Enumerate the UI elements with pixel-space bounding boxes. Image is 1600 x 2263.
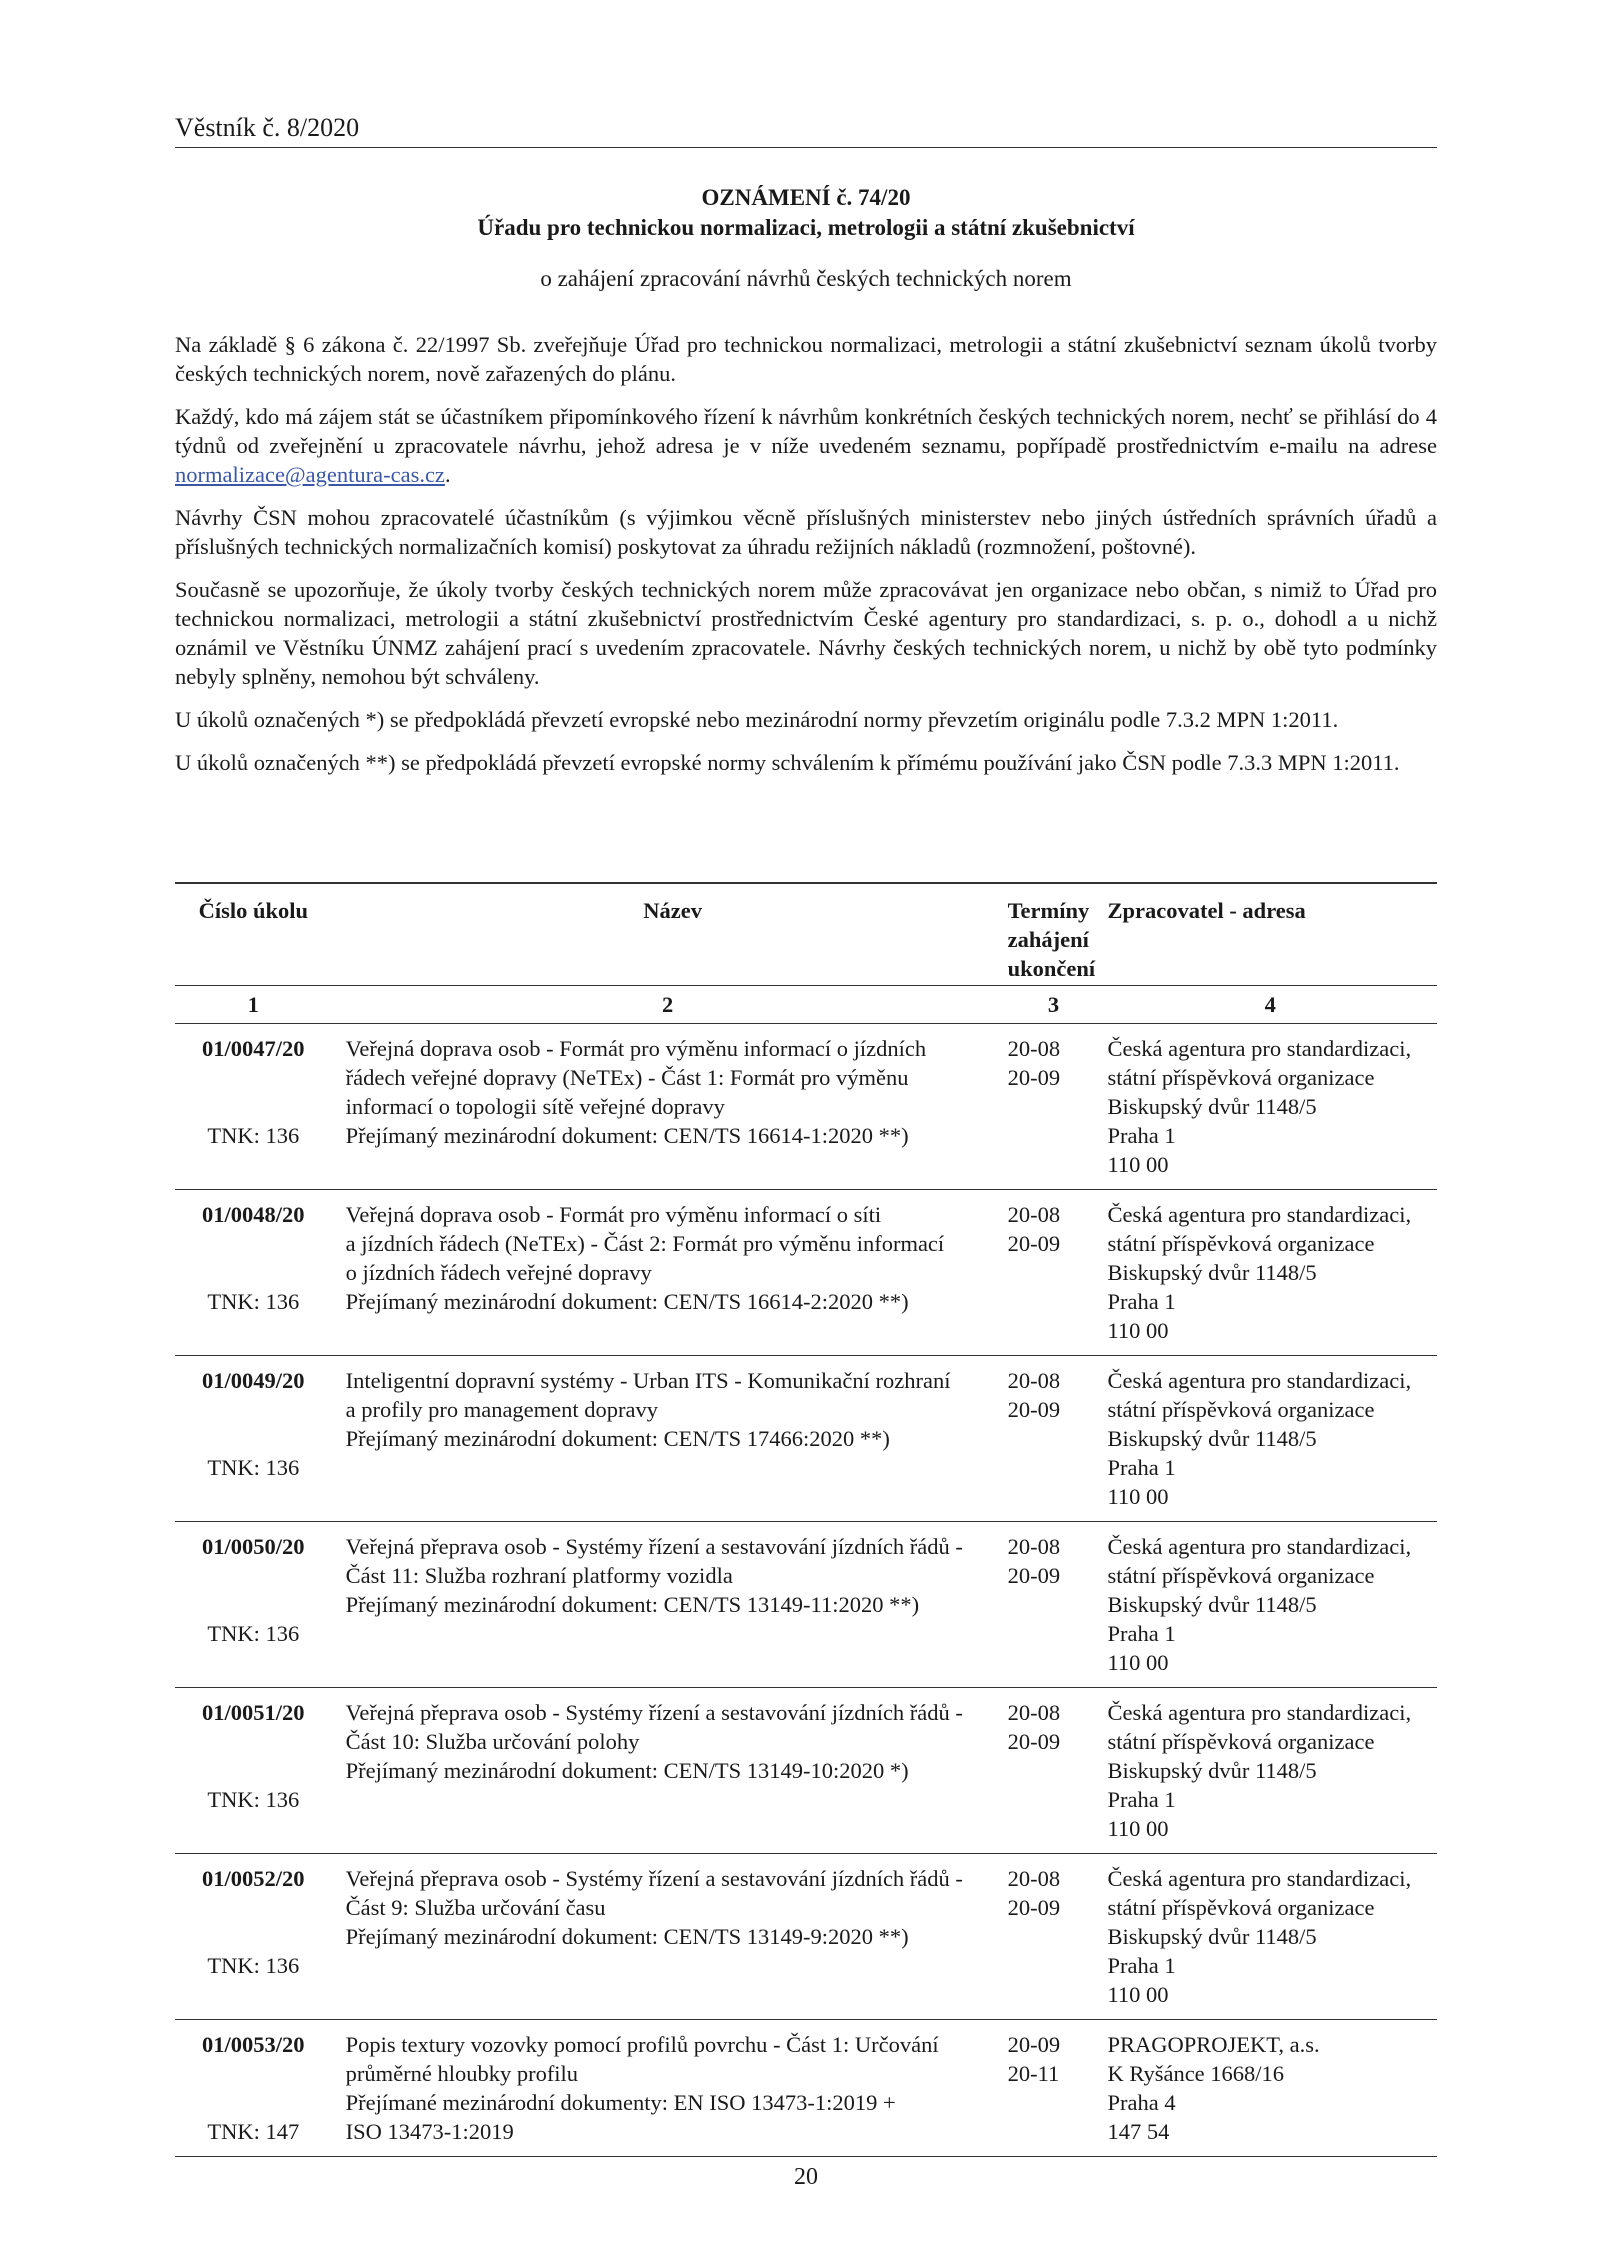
task-id: 01/0049/20 [202,1368,305,1393]
table-row [175,1356,1437,1522]
term-end: 20-09 [1007,1563,1061,1588]
task-terms-cell [1004,1854,1104,2020]
task-id: 01/0052/20 [202,1866,305,1891]
tasks-table [175,882,1437,2157]
task-name-line: Přejímaný mezinárodní dokument: CEN/TS 13149-9:2020 **) [345,1924,909,1949]
task-terms-cell [1004,1356,1104,1522]
tnk-code: TNK: 136 [207,1953,300,1978]
address-line: Česká agentura pro standardizaci, [1107,1534,1412,1559]
table-row [175,1024,1437,1190]
task-name-line: Přejímaný mezinárodní dokument: CEN/TS 13149-11:2020 **) [345,1592,920,1617]
announcement-title: OZNÁMENÍ č. 74/20 [701,185,911,210]
address-line: státní příspěvková organizace [1107,1729,1375,1754]
table-row [175,1522,1437,1688]
table-body [175,1024,1437,2157]
task-number-cell [175,1688,332,1854]
address-line: státní příspěvková organizace [1107,1563,1375,1588]
address-line: Praha 1 [1107,1953,1176,1978]
address-line: Biskupský dvůr 1148/5 [1107,1094,1317,1119]
header-terms [1004,883,1104,986]
task-name-line: a jízdních řádech (NeTEx) - Část 2: Formát pro výměnu informací [345,1231,945,1256]
address-line: Česká agentura pro standardizaci, [1107,1700,1412,1725]
task-name-line: Inteligentní dopravní systémy - Urban ITS - Komunikační rozhraní [345,1368,951,1393]
announcement-issuer: Úřadu pro technickou normalizaci, metrologii a státní zkušebnictví [477,215,1135,240]
term-start: 20-08 [1007,1534,1061,1559]
task-name-line: Popis textury vozovky pomocí profilů povrchu - Část 1: Určování [345,2032,939,2057]
address-line: Praha 1 [1107,1289,1176,1314]
paragraph-note-single-star: U úkolů označených *) se předpokládá převzetí evropské nebo mezinárodní normy převzetím originálu podle 7.3.2 MPN 1:2011. [175,707,1339,732]
address-line: 110 00 [1107,1152,1169,1177]
address-line: Česká agentura pro standardizaci, [1107,1368,1412,1393]
header-processor: Zpracovatel - adresa [1103,883,1437,986]
address-line: Česká agentura pro standardizaci, [1107,1036,1412,1061]
task-id: 01/0051/20 [202,1700,305,1725]
address-line: státní příspěvková organizace [1107,1231,1375,1256]
running-header: Věstník č. 8/2020 [175,113,1437,148]
address-line: Biskupský dvůr 1148/5 [1107,1260,1317,1285]
address-line: státní příspěvková organizace [1107,1397,1375,1422]
task-name-line: Přejímaný mezinárodní dokument: CEN/TS 16614-2:2020 **) [345,1289,909,1314]
task-name-line: ISO 13473-1:2019 [345,2119,514,2144]
task-name-line: Veřejná přeprava osob - Systémy řízení a sestavování jízdních řádů - [345,1534,963,1559]
task-number-cell [175,1854,332,2020]
column-number-4: 4 [1103,986,1437,1024]
task-name-cell [332,2020,1004,2157]
task-number-cell [175,1356,332,1522]
header-terms-line1: Termíny [1007,898,1090,923]
task-name-line: Přejímané mezinárodní dokumenty: EN ISO 13473-1:2019 + [345,2090,896,2115]
processor-address-cell [1103,1854,1437,2020]
task-number-cell [175,1522,332,1688]
task-name-line: průměrné hloubky profilu [345,2061,579,2086]
task-name-line: Veřejná přeprava osob - Systémy řízení a sestavování jízdních řádů - [345,1866,963,1891]
column-number-1: 1 [175,986,332,1024]
task-name-cell [332,1024,1004,1190]
page-number: 20 [794,2164,818,2190]
task-name-line: Část 10: Služba určování polohy [345,1729,640,1754]
header-name: Název [332,883,1004,986]
task-terms-cell [1004,1190,1104,1356]
address-line: Praha 4 [1107,2090,1176,2115]
address-line: Česká agentura pro standardizaci, [1107,1202,1412,1227]
column-number-2: 2 [332,986,1004,1024]
address-line: Praha 1 [1107,1787,1176,1812]
task-id: 01/0053/20 [202,2032,305,2057]
address-line: Praha 1 [1107,1123,1176,1148]
task-number-cell [175,1024,332,1190]
address-line: Biskupský dvůr 1148/5 [1107,1592,1317,1617]
term-start: 20-08 [1007,1866,1061,1891]
task-id: 01/0047/20 [202,1036,305,1061]
processor-address-cell [1103,1190,1437,1356]
task-name-line: o jízdních řádech veřejné dopravy [345,1260,652,1285]
task-id: 01/0048/20 [202,1202,305,1227]
processor-address-cell [1103,1522,1437,1688]
table-row [175,1854,1437,2020]
term-start: 20-09 [1007,2032,1061,2057]
task-id: 01/0050/20 [202,1534,305,1559]
paragraph-drafts: Návrhy ČSN mohou zpracovatelé účastníkům (s výjimkou věcně příslušných ministerstev nebo jiných ústředních správních úřadů a příslušných technických normalizačních komisí) poskytovat za úhradu režijních nákladů (rozmnožení, poštovné). [175,505,1437,559]
column-number-3: 3 [1004,986,1104,1024]
term-end: 20-09 [1007,1065,1061,1090]
processor-address-cell [1103,1024,1437,1190]
address-line: Biskupský dvůr 1148/5 [1107,1758,1317,1783]
paragraph-participation [175,402,1437,489]
table-header-row [175,883,1437,986]
header-terms-line3: ukončení [1007,956,1096,981]
header-task-number: Číslo úkolu [175,883,332,986]
tnk-code: TNK: 136 [207,1123,300,1148]
address-line: 110 00 [1107,1650,1169,1675]
tnk-code: TNK: 136 [207,1621,300,1646]
task-name-line: Veřejná doprava osob - Formát pro výměnu informací o síti [345,1202,882,1227]
task-name-cell [332,1190,1004,1356]
paragraph-notice: Současně se upozorňuje, že úkoly tvorby českých technických norem může zpracovávat jen organizace nebo občan, s nimiž to Úřad pro technickou normalizaci, metrologii a státní zkušebnictví prostřednictvím České agentury pro standardizaci, s. p. o., dohodl a u nichž oznámil ve Věstníku ÚNMZ zahájení prací s uvedením zpracovatele. Návrhy českých technických norem, u nichž by obě tyto podmínky nebyly splněny, nemohou být schváleny. [175,577,1437,689]
processor-address-cell [1103,1688,1437,1854]
address-line: 110 00 [1107,1318,1169,1343]
term-start: 20-08 [1007,1036,1061,1061]
tnk-code: TNK: 136 [207,1455,300,1480]
tnk-code: TNK: 147 [207,2119,300,2144]
task-name-line: a profily pro management dopravy [345,1397,659,1422]
announcement-subject: o zahájení zpracování návrhů českých technických norem [540,266,1072,291]
term-start: 20-08 [1007,1202,1061,1227]
task-number-cell [175,2020,332,2157]
address-line: 147 54 [1107,2119,1170,2144]
paragraph-legal-basis: Na základě § 6 zákona č. 22/1997 Sb. zveřejňuje Úřad pro technickou normalizaci, metrologii a státní zkušebnictví seznam úkolů tvorby českých technických norem, nově zařazených do plánu. [175,332,1437,386]
task-name-line: řádech veřejné dopravy (NeTEx) - Část 1: Formát pro výměnu [345,1065,909,1090]
processor-address-cell [1103,1356,1437,1522]
address-line: Česká agentura pro standardizaci, [1107,1866,1412,1891]
tnk-code: TNK: 136 [207,1787,300,1812]
term-end: 20-11 [1007,2061,1060,2086]
task-terms-cell [1004,2020,1104,2157]
task-terms-cell [1004,1522,1104,1688]
address-line: státní příspěvková organizace [1107,1065,1375,1090]
term-start: 20-08 [1007,1368,1061,1393]
address-line: 110 00 [1107,1816,1169,1841]
task-terms-cell [1004,1688,1104,1854]
task-terms-cell [1004,1024,1104,1190]
task-name-cell [332,1356,1004,1522]
task-name-line: Přejímaný mezinárodní dokument: CEN/TS 13149-10:2020 *) [345,1758,909,1783]
address-line: K Ryšánce 1668/16 [1107,2061,1285,2086]
address-line: 110 00 [1107,1484,1169,1509]
paragraph-note-double-star: U úkolů označených **) se předpokládá převzetí evropské normy schválením k přímému používání jako ČSN podle 7.3.3 MPN 1:2011. [175,750,1400,775]
task-name-cell [332,1688,1004,1854]
term-end: 20-09 [1007,1397,1061,1422]
table-row [175,2020,1437,2157]
processor-address-cell [1103,2020,1437,2157]
task-name-line: Veřejná doprava osob - Formát pro výměnu informací o jízdních [345,1036,927,1061]
task-name-line: informací o topologii sítě veřejné dopravy [345,1094,725,1119]
table-row [175,1688,1437,1854]
task-name-line: Přejímaný mezinárodní dokument: CEN/TS 17466:2020 **) [345,1426,890,1451]
term-end: 20-09 [1007,1895,1061,1920]
task-number-cell [175,1190,332,1356]
task-name-cell [332,1854,1004,2020]
paragraph-participation-text: Každý, kdo má zájem stát se účastníkem připomínkového řízení k návrhům konkrétních českých technických norem, nechť se přihlásí do 4 týdnů od zveřejnění u zpracovatele návrhu, jehož adresa je v níže uvedeném seznamu, popřípadě prostřednictvím e-mailu na adrese [175,404,1437,458]
task-name-line: Veřejná přeprava osob - Systémy řízení a sestavování jízdních řádů - [345,1700,963,1725]
address-line: Praha 1 [1107,1621,1176,1646]
address-line: 110 00 [1107,1982,1169,2007]
email-link[interactable]: normalizace@agentura-cas.cz [175,462,445,487]
task-name-line: Část 9: Služba určování času [345,1895,606,1920]
address-line: státní příspěvková organizace [1107,1895,1375,1920]
task-name-line: Přejímaný mezinárodní dokument: CEN/TS 16614-1:2020 **) [345,1123,909,1148]
term-start: 20-08 [1007,1700,1061,1725]
term-end: 20-09 [1007,1729,1061,1754]
paragraph-participation-end: . [444,462,451,487]
term-end: 20-09 [1007,1231,1061,1256]
address-line: Biskupský dvůr 1148/5 [1107,1924,1317,1949]
table-row [175,1190,1437,1356]
header-terms-line2: zahájení [1007,927,1089,952]
announcement-body [175,330,1437,791]
task-name-line: Část 11: Služba rozhraní platformy vozidla [345,1563,733,1588]
column-number-row [175,986,1437,1024]
tnk-code: TNK: 136 [207,1289,300,1314]
address-line: Praha 1 [1107,1455,1176,1480]
address-line: PRAGOPROJEKT, a.s. [1107,2032,1320,2057]
address-line: Biskupský dvůr 1148/5 [1107,1426,1317,1451]
announcement-title-block [175,183,1437,294]
task-name-cell [332,1522,1004,1688]
